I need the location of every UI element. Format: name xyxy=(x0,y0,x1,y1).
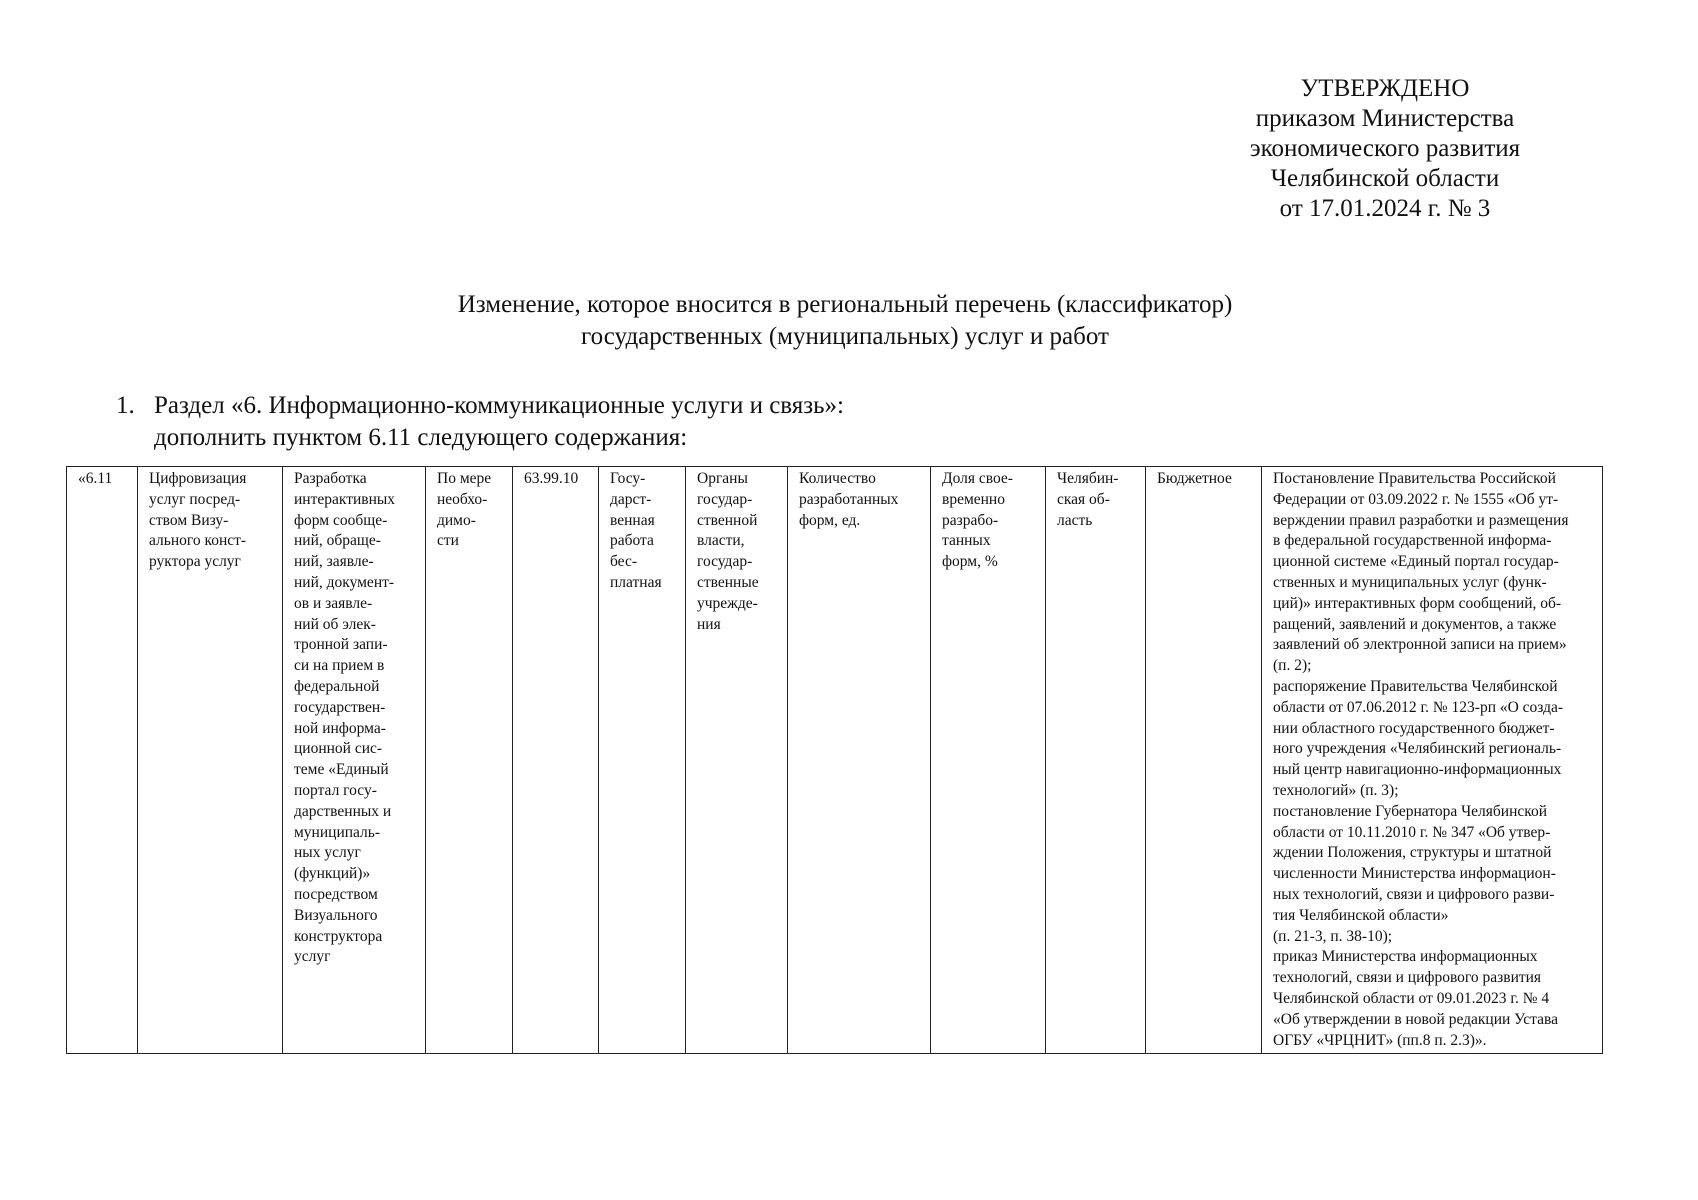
classifier-table xyxy=(66,466,1603,1054)
section-number: 1. xyxy=(116,392,135,419)
section-instruction xyxy=(116,390,844,454)
approval-heading: УТВЕРЖДЕНО xyxy=(1300,75,1470,102)
cell-frequency: По мере необхо- димо- сти xyxy=(426,467,513,1054)
approval-block xyxy=(1180,74,1590,224)
approval-ministry-line: экономического развития xyxy=(1249,135,1521,162)
cell-volume-indicator: Количество разработанных форм, ед. xyxy=(788,467,931,1054)
section-heading: Раздел «6. Информационно-коммуникационные услуги и связь»: xyxy=(154,392,845,419)
cell-quality-indicator: Доля свое- временно разрабо- танных форм, % xyxy=(931,467,1046,1054)
table-row xyxy=(67,467,1603,1054)
cell-service-content: Разработка интерактивных форм сообще- ний, обраще- ний, заявле- ний, документ- ов и заявле- ний об элек- тронной запи- си на прием в федеральной государствен- ной информа- ционной сис- теме «Единый портал госу- дарственных и муниципаль- ных услуг (функций)» посредством Визуального конструктора услуг xyxy=(283,467,426,1054)
cell-service-name: Цифровизация услуг посред- ством Визу- ального конст- руктора услуг xyxy=(138,467,283,1054)
cell-territory: Челябин- ская об- ласть xyxy=(1046,467,1146,1054)
cell-institution-type: Бюджетное xyxy=(1146,467,1262,1054)
cell-okved-code: 63.99.10 xyxy=(513,467,599,1054)
cell-item-number: «6.11 xyxy=(67,467,138,1054)
cell-legal-basis: Постановление Правительства Российской Федерации от 03.09.2022 г. № 1555 «Об ут- верждении правил разработки и размещения в федеральной государственной информа- ционной системе «Единый портал государ- ственных и муниципальных услуг (функ- ций)» интерактивных форм сообщений, об- ращений, заявлений и документов, а также заявлений об электронной записи на прием» (п. 2); распоряжение Правительства Челябинской области от 07.06.2012 г. № 123-рп «О созда- нии областного государственного бюджет- ного учреждения «Челябинский региональ- ный центр навигационно-информационных технологий» (п. 3); постановление Губернатора Челябинской области от 10.11.2010 г. № 347 «Об утвер- ждении Положения, структуры и штатной численности Министерства информацион- ных технологий, связи и цифрового разви- тия Челябинской области» (п. 21-3, п. 38-10); приказ Министерства информационных технологий, связи и цифрового развития Челябинской области от 09.01.2023 г. № 4 «Об утверждении в новой редакции Устава ОГБУ «ЧРЦНИТ» (пп.8 п. 2.3)». xyxy=(1262,467,1603,1054)
document-title xyxy=(380,289,1310,353)
cell-performers: Органы государ- ственной власти, государ- ственные учрежде- ния xyxy=(686,467,788,1054)
approval-date-line: от 17.01.2024 г. № 3 xyxy=(1279,195,1491,222)
document-title-line-1: Изменение, которое вносится в региональный перечень (классификатор) xyxy=(457,291,1233,318)
approval-order-line: приказом Министерства xyxy=(1255,105,1515,132)
document-title-line-2: государственных (муниципальных) услуг и работ xyxy=(581,323,1109,350)
approval-region-line: Челябинской области xyxy=(1270,165,1500,192)
cell-work-type: Госу- дарст- венная работа бес- платная xyxy=(599,467,686,1054)
section-subheading: дополнить пунктом 6.11 следующего содержания: xyxy=(154,424,688,451)
